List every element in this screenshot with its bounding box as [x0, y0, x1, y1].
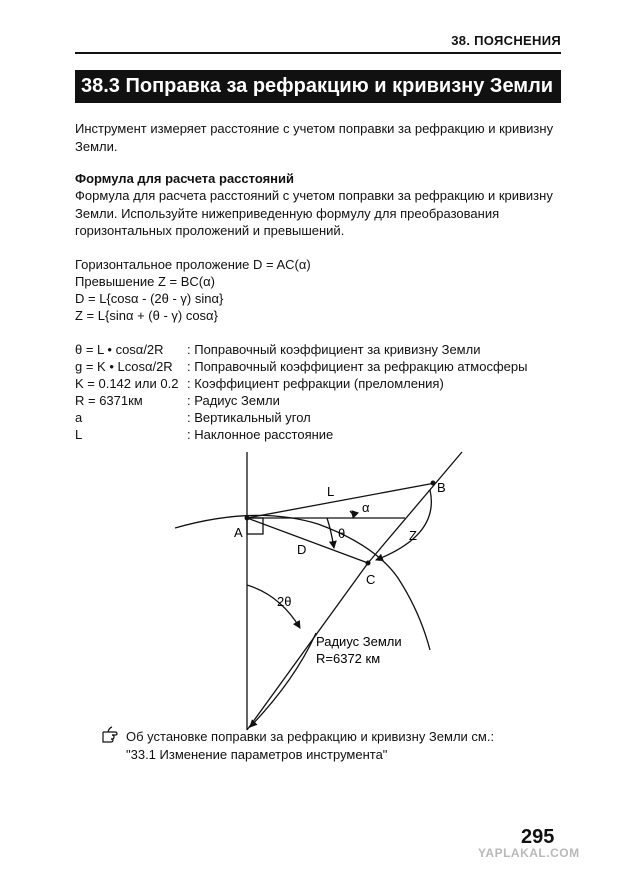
formula-horizontal: Горизонтальное проложение D = AC(α) — [75, 257, 311, 272]
label-a: A — [234, 525, 243, 540]
def-term: g = K • Lcosα/2R — [75, 359, 173, 374]
formula-d: D = L{cosα - (2θ - γ) sinα} — [75, 291, 224, 306]
formula-height: Превышение Z = BC(α) — [75, 274, 215, 289]
label-c: C — [366, 572, 376, 587]
def-desc: : Вертикальный угол — [187, 410, 311, 425]
subheading: Формула для расчета расстояний — [75, 171, 295, 186]
label-b: B — [437, 480, 446, 495]
radius-caption: Радиус Земли — [316, 634, 402, 649]
def-term: K = 0.142 или 0.2 — [75, 376, 179, 391]
point-c — [366, 561, 371, 566]
point-a — [245, 516, 250, 521]
reference-note — [126, 728, 494, 764]
section-header: 38. ПОЯСНЕНИЯ — [451, 33, 561, 48]
def-desc: : Наклонное расстояние — [187, 427, 334, 442]
def-term: θ = L • cosα/2R — [75, 342, 164, 357]
pointing-hand-icon — [101, 726, 125, 744]
paragraph-line: Земли. Используйте нижеприведенную формулу для преобразования — [75, 205, 500, 221]
paragraph-line: Формула для расчета расстояний с учетом поправки за рефракцию и кривизну — [75, 188, 553, 203]
two-theta-arc — [247, 585, 300, 628]
def-term: L — [75, 427, 83, 442]
def-desc: : Поправочный коэффициент за кривизну Земли — [187, 342, 481, 357]
alpha-arc — [350, 511, 353, 518]
label-alpha: α — [362, 500, 370, 515]
def-desc: : Радиус Земли — [187, 393, 280, 408]
label-d: D — [297, 542, 307, 557]
label-theta: θ — [338, 526, 346, 541]
line-l — [247, 483, 435, 518]
label-l: L — [327, 484, 335, 499]
line-d — [247, 518, 368, 563]
def-term: R = 6371км — [75, 393, 143, 408]
label-z: Z — [409, 528, 417, 543]
sight-line — [368, 452, 462, 563]
point-b — [431, 481, 436, 486]
radius-value: R=6372 км — [316, 651, 381, 666]
watermark: YAPLAKAL.COM — [478, 846, 580, 860]
formula-z: Z = L{sinα + (θ - γ) cosα} — [75, 308, 218, 323]
def-desc: : Поправочный коэффициент за рефракцию атмосферы — [187, 359, 528, 374]
section-title: 38.3 Поправка за рефракцию и кривизну Земли — [75, 70, 561, 103]
z-arc — [376, 490, 431, 560]
intro-line: Инструмент измеряет расстояние с учетом поправки за рефракцию и кривизну — [75, 121, 554, 136]
intro-line: Земли. — [75, 138, 118, 154]
def-term: a — [75, 410, 83, 425]
note-line: "33.1 Изменение параметров инструмента" — [126, 747, 388, 762]
label-two-theta: 2θ — [277, 594, 292, 609]
theta-arc — [327, 518, 334, 548]
note-line: Об установке поправки за рефракцию и кривизну Земли см.: — [126, 729, 495, 744]
def-desc: : Коэффициент рефракции (преломления) — [187, 376, 444, 391]
page-number: 295 — [521, 826, 555, 848]
paragraph-line: горизонтальных проложений и превышений. — [75, 223, 345, 238]
